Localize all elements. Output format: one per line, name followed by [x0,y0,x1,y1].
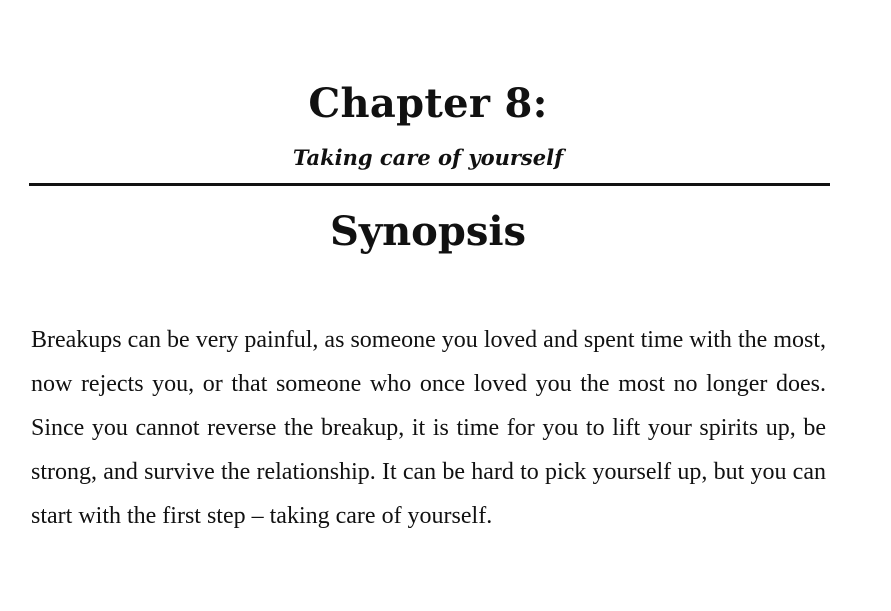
section-title: Synopsis [329,208,527,255]
chapter-title: Chapter 8: [308,80,548,127]
chapter-subtitle: Taking care of yourself [292,145,564,170]
synopsis-paragraph: Breakups can be very painful, as someone you loved and spent time with the most, now rejects you, or that someone who once loved you the most no longer does. Since you cannot reverse the breakup, it is time for you to lift your spirits up, be strong, and survive the relationship. It can be hard to pick yourself up, but you can start with the first step – taking care of yourself. [31,327,826,529]
horizontal-divider [29,183,830,186]
